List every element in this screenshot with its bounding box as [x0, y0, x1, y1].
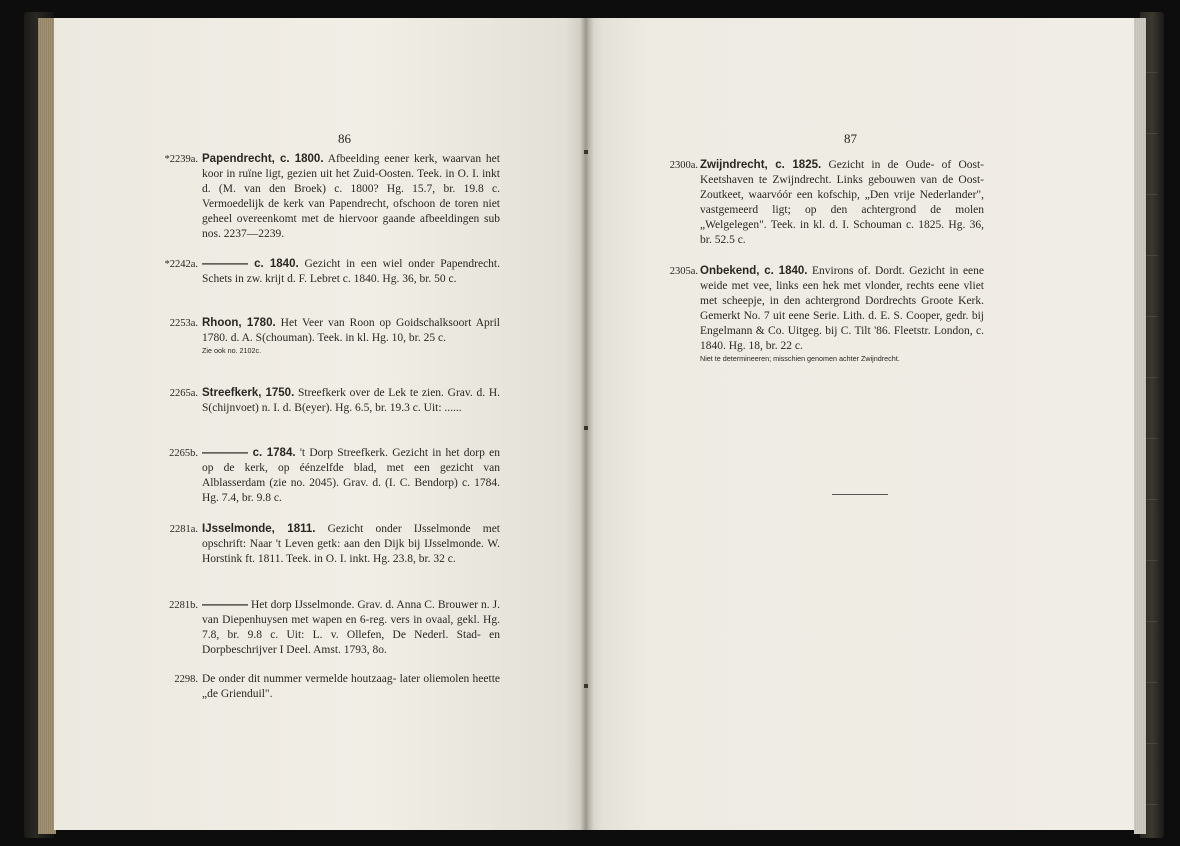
entry-keyword: Streefkerk, 1750. — [202, 387, 295, 399]
catalog-entry — [169, 316, 501, 356]
entry-keyword: ———— c. 1840. — [202, 258, 299, 270]
entry-number: 2265a. — [169, 388, 198, 399]
entry-number: 2281b. — [169, 600, 198, 611]
catalog-entry — [164, 257, 500, 287]
entry-keyword: IJsselmonde, 1811. — [202, 523, 316, 535]
book-gutter — [580, 18, 594, 830]
binding-stitch — [584, 426, 588, 430]
entry-number: 2253a. — [169, 318, 198, 329]
book-scan — [24, 12, 1164, 838]
entry-number: *2242a. — [164, 259, 198, 270]
entry-number: 2281a. — [169, 524, 198, 535]
entry-text: De onder dit nummer vermelde houtzaag- later oliemolen heette „de Grienduil". — [202, 673, 500, 700]
entry-text: Gezicht onder IJsselmonde met opschrift: Naar 't Leven getk: aan den Dijk bij IJsselmonde. W. Horstink ft. 1811. Teek. in O. I. inkt. Hg. 23.8, br. 32 c. — [202, 523, 500, 565]
entry-keyword: Rhoon, 1780. — [202, 317, 276, 329]
entry-keyword: Papendrecht, c. 1800. — [202, 153, 324, 165]
entry-note: Zie ook no. 2102c. — [202, 346, 262, 355]
catalog-entry — [174, 672, 500, 702]
entry-text: Afbeelding eener kerk, waarvan het koor in ruïne ligt, gezien uit het Zuid-Oosten. Teek. in O. I. inkt d. (M. van den Broek) c. 1800? Hg. 15.7, br. 19.8 c. Vermoedelijk de kerk van Papendrecht, ofschoon de toren niet geheel overeenkomt met de hiervoor gaande afbeeldingen sub nos. 2237—2239. — [202, 153, 500, 240]
entry-number: *2239a. — [164, 154, 198, 165]
page-number: 87 — [844, 131, 857, 146]
catalog-entry — [669, 158, 985, 248]
entry-text: Gezicht in de Oude- of Oost-Keetshaven te Zwijndrecht. Links gebouwen van de Oost-Zoutkeet, waarvóór een kofschip, „Den vrije Nederlander", vastgemeerd ligt; op den achtergrond de molen „Welgelegen". Teek. in kl. d. I. Schouman c. 1825. Hg. 36, br. 52.5 c. — [700, 159, 985, 246]
left-page — [54, 18, 586, 830]
entry-keyword: ———— c. 1784. — [202, 447, 296, 459]
catalog-entry — [169, 522, 500, 567]
entry-text: Gezicht in een wiel onder Papendrecht. Schets in zw. krijt d. F. Lebret c. 1840. Hg. 36, br. 50 c. — [202, 258, 500, 285]
right-page — [586, 18, 1134, 830]
binding-stitch — [584, 684, 588, 688]
page-number: 86 — [338, 131, 351, 146]
entry-note: Niet te determineeren; misschien genomen achter Zwijndrecht. — [700, 354, 900, 363]
entry-text: Streefkerk over de Lek te zien. Grav. d. H. S(chijnvoet) n. I. d. B(eyer). Hg. 6.5, br. 19.3 c. Uit: ...... — [202, 387, 500, 414]
entry-text: Environs of. Dordt. Gezicht in eene weide met vee, links een hek met vlonder, rechts eene vliet met scheepje, in den achtergrond Dordrechts Groote Kerk. Gemerkt No. 7 uit eene Serie. Lith. d. E. S. Cooper, gedr. bij Engelmann & Co. Uitgeg. bij C. Tilt '86. Fleetstr. London, c. 1840. Hg. 18, br. 22 c. — [700, 265, 985, 352]
entry-keyword: Zwijndrecht, c. 1825. — [700, 159, 822, 171]
section-rule — [832, 494, 888, 495]
catalog-entry — [169, 598, 500, 658]
catalog-entry — [169, 446, 501, 506]
catalog-entry — [164, 152, 500, 242]
entry-keyword: Onbekend, c. 1840. — [700, 265, 808, 277]
entry-number: 2305a. — [669, 266, 698, 277]
entry-keyword: ———— — [202, 599, 248, 611]
entry-text: Het dorp IJsselmonde. Grav. d. Anna C. Brouwer n. J. van Diepenhuysen met wapen en 6-reg. vers in ovaal, gekl. Hg. 7.8, br. 9.8 c. Uit: L. v. Ollefen, De Nederl. Stad- en Dorpbeschrijver I Deel. Amst. 1793, 8o. — [202, 599, 500, 656]
catalog-entry — [169, 386, 500, 416]
entry-text: 't Dorp Streefkerk. Gezicht in het dorp en op de kerk, op éénzelfde blad, met een gezicht van Alblasserdam (zie no. 2045). Grav. d. (I. C. Bendorp) c. 1784. Hg. 7.4, br. 9.8 c. — [202, 447, 501, 504]
catalog-entry — [669, 264, 985, 364]
right-page-edges — [1134, 18, 1146, 834]
entry-text: Het Veer van Roon op Goidschalksoort April 1780. d. A. S(chouman). Teek. in kl. Hg. 10, br. 25 c. — [202, 317, 501, 344]
entry-number: 2298. — [174, 674, 198, 685]
binding-stitch — [584, 150, 588, 154]
entry-number: 2300a. — [669, 160, 698, 171]
entry-number: 2265b. — [169, 448, 198, 459]
